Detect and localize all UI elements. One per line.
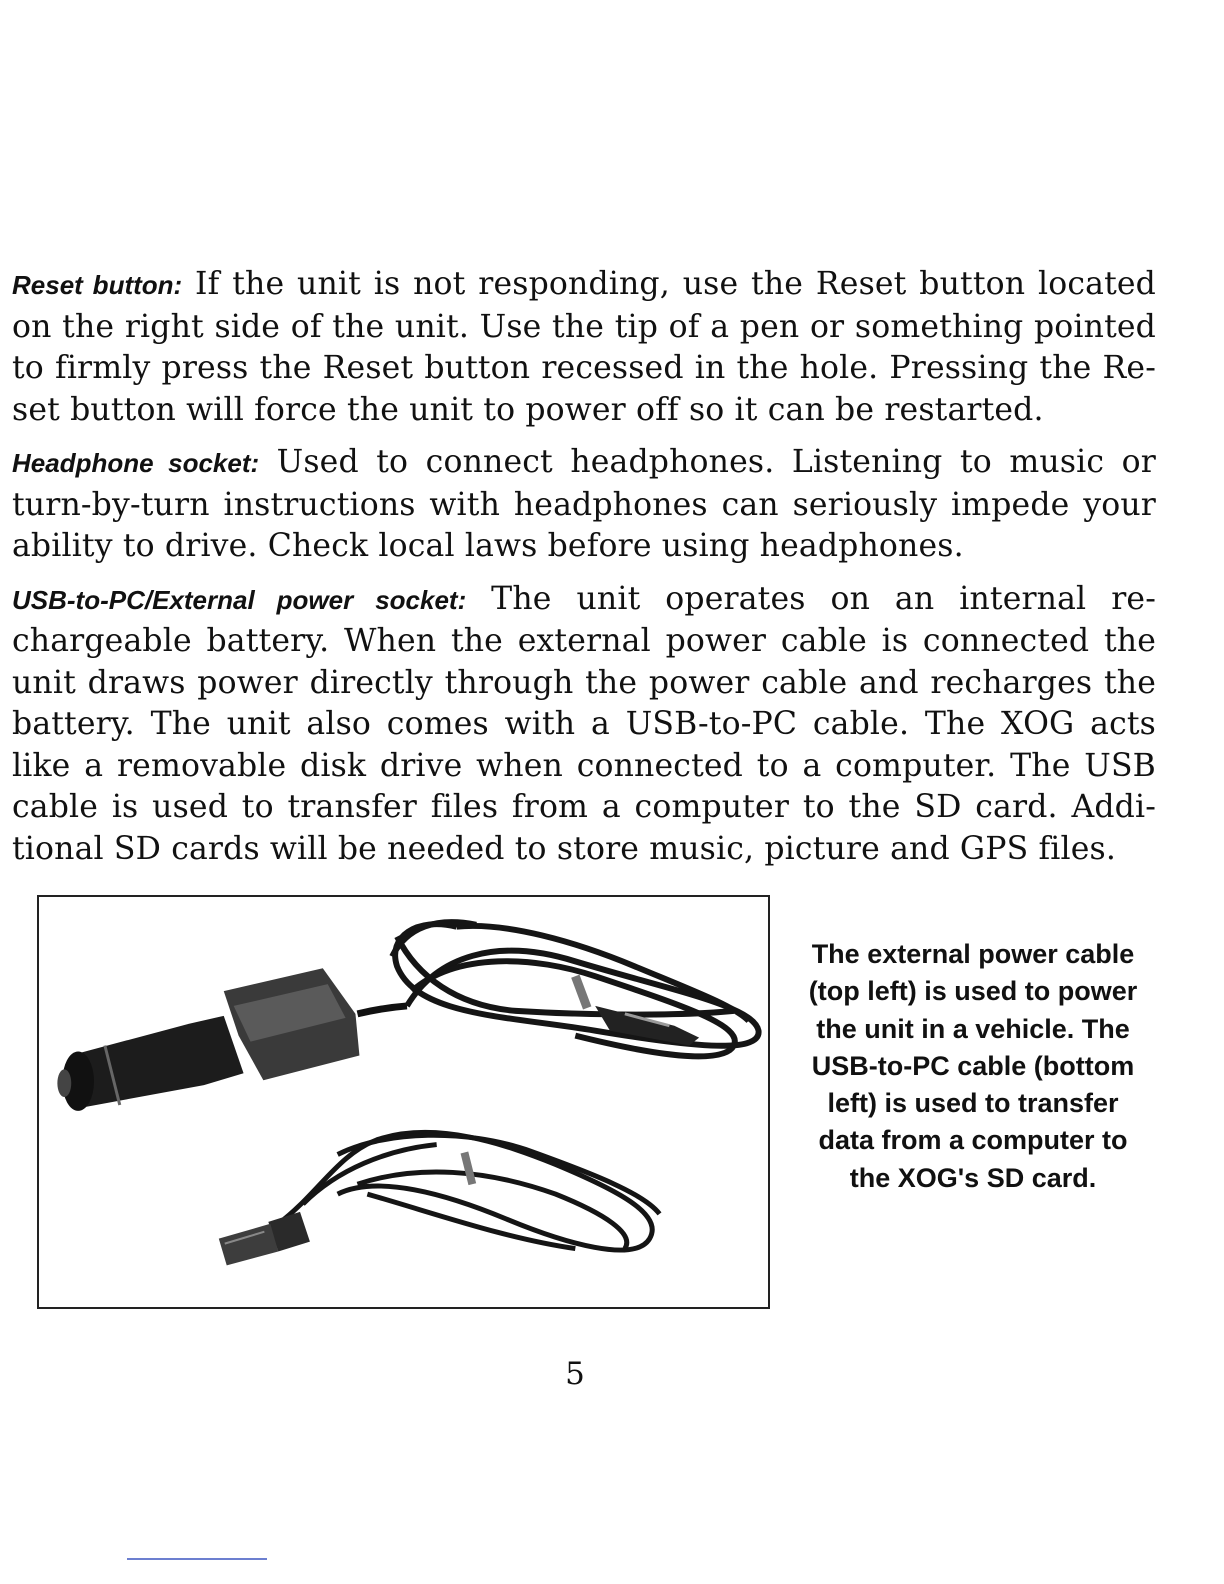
cable-tie-bottom bbox=[464, 1153, 472, 1185]
footer-rule bbox=[127, 1558, 267, 1560]
usb-power-socket-paragraph bbox=[12, 579, 1156, 871]
usb-cable-coil bbox=[278, 1132, 659, 1250]
reset-button-term: Reset button: bbox=[12, 270, 183, 300]
usb-connector bbox=[219, 1212, 310, 1265]
page-number: 5 bbox=[565, 1356, 585, 1392]
figure-caption: The external power cable (top left) is used to power the unit in a vehicle. The USB-to-PC cable (bottom left) is used to transfer data from a computer to the XOG's SD card. bbox=[808, 939, 1138, 1193]
usb-power-socket-description: The unit operates on an internal re-chargeable battery. When the external power cable is connected the unit draws power directly through the power cable and recharges the battery. The unit also comes with a USB-to-PC cable. The XOG acts like a removable disk drive when connected to a computer. The USB cable is used to transfer files from a computer to the SD card. Addi-tional SD cards will be needed to store music, picture and GPS files. bbox=[12, 580, 1156, 867]
usb-power-socket-term: USB-to-PC/External power socket: bbox=[12, 584, 467, 615]
cables-illustration bbox=[39, 897, 768, 1307]
manual-body bbox=[12, 264, 1156, 881]
reset-button-paragraph bbox=[12, 264, 1156, 431]
cables-photo bbox=[37, 895, 770, 1309]
headphone-socket-term: Headphone socket: bbox=[12, 448, 260, 478]
headphone-socket-description: Used to connect headphones. Listening to music or turn-by-turn instructions with headphones can seriously impede your ability to drive. Check local laws before using headphones. bbox=[12, 444, 1156, 564]
headphone-socket-paragraph bbox=[12, 442, 1156, 568]
power-cable-coil bbox=[392, 922, 759, 1056]
cable-tie-top bbox=[575, 976, 587, 1008]
reset-button-description: If the unit is not responding, use the Reset button located on the right side of the unit. Use the tip of a pen or something pointed to firmly press the Reset button recessed in the hole. Pressing the Re-set button will force the unit to power off so it can be restarted. bbox=[12, 266, 1156, 428]
